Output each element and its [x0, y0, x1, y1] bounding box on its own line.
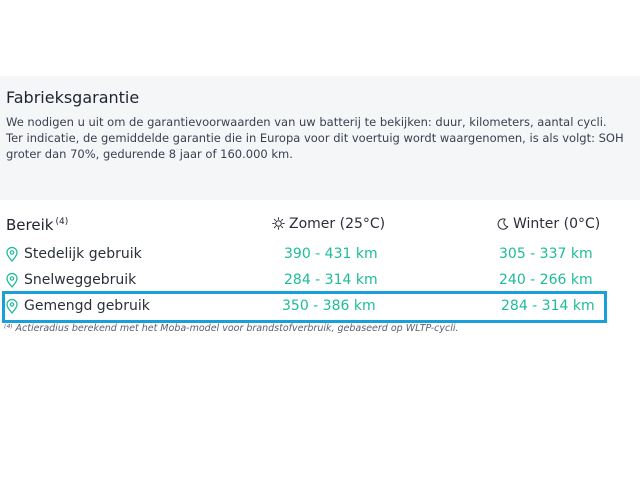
sun-icon	[272, 217, 285, 230]
location-pin-icon	[6, 247, 18, 262]
range-row-label: Gemengd gebruik	[24, 298, 150, 314]
column-header-winter	[497, 216, 600, 232]
column-header-summer-label: Zomer (25°C)	[289, 216, 386, 232]
range-title	[6, 216, 68, 234]
range-value-summer: 390 - 431 km	[284, 246, 378, 262]
range-value-winter: 240 - 266 km	[499, 272, 593, 288]
range-value-summer: 350 - 386 km	[282, 298, 376, 314]
column-header-winter-label: Winter (0°C)	[513, 216, 601, 232]
range-row-urban	[0, 246, 640, 268]
range-row-label: Snelweggebruik	[24, 272, 137, 288]
range-footnote: ⁽⁴⁾ Actieradius berekend met het Moba-model voor brandstofverbruik, gebaseerd op WLTP-cycli.	[4, 323, 459, 334]
range-value-summer: 284 - 314 km	[284, 272, 378, 288]
range-row-label: Stedelijk gebruik	[24, 246, 142, 262]
highlight-box	[2, 291, 607, 323]
moon-icon	[497, 218, 509, 230]
range-value-winter: 305 - 337 km	[499, 246, 593, 262]
range-value-winter: 284 - 314 km	[501, 298, 595, 314]
warranty-title: Fabrieksgarantie	[6, 88, 140, 107]
column-header-summer	[272, 216, 385, 232]
range-title-text: Bereik	[6, 216, 54, 234]
range-title-footnote-ref: (4)	[55, 217, 69, 227]
warranty-text: We nodigen u uit om de garantievoorwaarden van uw batterij te bekijken: duur, kilometers, aantal cycli. Ter indicatie, de gemiddelde garantie die in Europa voor dit voertuig wordt waargenomen, is als volgt: SOH groter dan 70%, gedurende 8 jaar of 160.000 km.	[6, 115, 624, 161]
location-pin-icon	[6, 273, 18, 288]
